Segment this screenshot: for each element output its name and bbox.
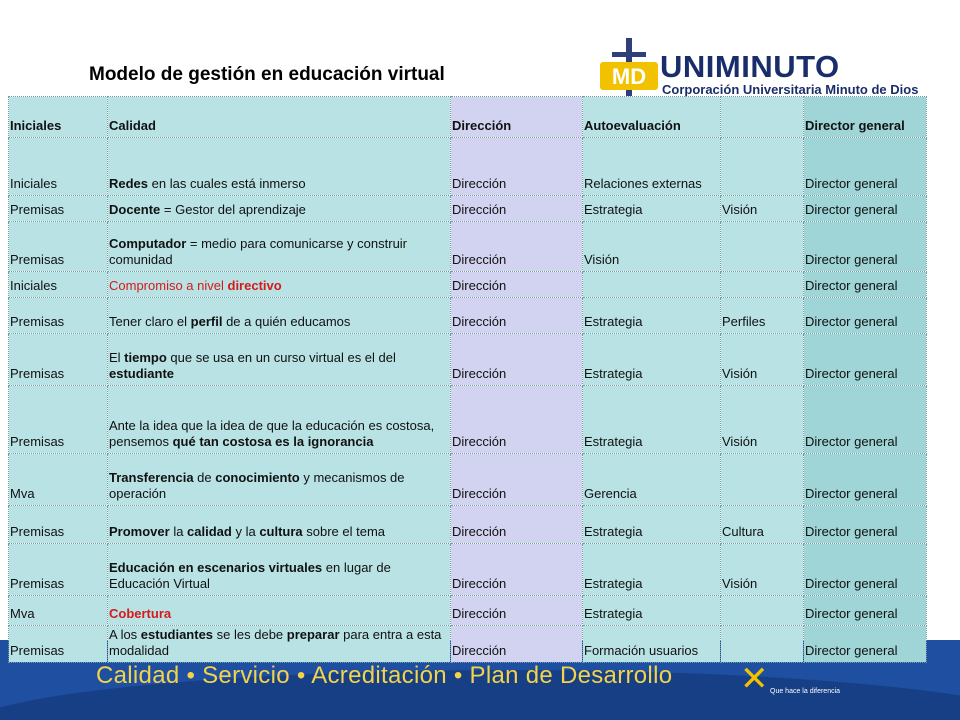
calidad-segment: se les debe: [213, 627, 287, 642]
cell-director: Director general: [804, 596, 927, 626]
cell-tipo: Premisas: [9, 196, 108, 222]
header-direccion: Dirección: [451, 97, 583, 138]
cell-director: Director general: [804, 138, 927, 196]
cell-direccion: Dirección: [451, 138, 583, 196]
cell-direccion: Dirección: [451, 222, 583, 272]
cell-director: Director general: [804, 386, 927, 454]
cell-calidad: [108, 196, 451, 222]
table-row: [9, 138, 927, 196]
university-logo: [598, 36, 930, 100]
page-title: Modelo de gestión en educación virtual: [89, 64, 445, 85]
calidad-segment: para entra a esta modalidad: [109, 627, 442, 658]
cell-director: Director general: [804, 454, 927, 506]
cell-tema: [721, 626, 804, 663]
cell-tema: [721, 596, 804, 626]
cell-autoevaluacion: Estrategia: [583, 334, 721, 386]
cell-tema: [721, 222, 804, 272]
cell-calidad: [108, 506, 451, 544]
cell-autoevaluacion: Formación usuarios: [583, 626, 721, 663]
cell-tema: Visión: [721, 386, 804, 454]
cell-tema: Cultura: [721, 506, 804, 544]
cell-autoevaluacion: Estrategia: [583, 596, 721, 626]
table-row: [9, 272, 927, 298]
cell-direccion: Dirección: [451, 272, 583, 298]
cell-autoevaluacion: Estrategia: [583, 506, 721, 544]
cell-director: Director general: [804, 334, 927, 386]
calidad-segment: y la: [231, 524, 260, 539]
cell-director: Director general: [804, 506, 927, 544]
calidad-segment: Redes: [109, 176, 149, 191]
cell-autoevaluacion: [583, 272, 721, 298]
cell-tema: Visión: [721, 544, 804, 596]
management-model-table: [8, 96, 927, 663]
calidad-segment: El: [109, 350, 125, 365]
cell-tema: [721, 272, 804, 298]
cell-tema: Visión: [721, 196, 804, 222]
table-row: [9, 454, 927, 506]
calidad-segment: y mecanismos de operación: [109, 470, 405, 501]
cell-tipo: Iniciales: [9, 138, 108, 196]
cell-direccion: Dirección: [451, 334, 583, 386]
calidad-segment: que se usa en un curso virtual es el del: [166, 350, 396, 365]
cell-tipo: Mva: [9, 596, 108, 626]
calidad-segment: sobre el tema: [302, 524, 386, 539]
calidad-segment: de a quién educamos: [222, 314, 351, 329]
cell-tipo: Premisas: [9, 506, 108, 544]
calidad-segment: Promover: [109, 524, 170, 539]
md-cross-icon: [600, 38, 660, 100]
cell-tema: [721, 138, 804, 196]
calidad-segment: conocimiento: [215, 470, 300, 485]
cell-tipo: Premisas: [9, 626, 108, 663]
header-calidad: Calidad: [108, 97, 451, 138]
calidad-segment: Cobertura: [109, 606, 172, 621]
cell-director: Director general: [804, 272, 927, 298]
cell-direccion: Dirección: [451, 626, 583, 663]
header-autoevaluacion: Autoevaluación: [583, 97, 721, 138]
table-row: [9, 196, 927, 222]
cell-calidad: [108, 626, 451, 663]
calidad-segment: tiempo: [124, 350, 167, 365]
header-director-general: Director general: [804, 97, 927, 138]
cell-calidad: [108, 138, 451, 196]
cell-tema: Perfiles: [721, 298, 804, 334]
cell-calidad: [108, 334, 451, 386]
table-row: [9, 626, 927, 663]
cell-tipo: Mva: [9, 454, 108, 506]
table-row: [9, 334, 927, 386]
cell-tema: Visión: [721, 334, 804, 386]
calidad-segment: Transferencia: [109, 470, 194, 485]
calidad-segment: A los: [109, 627, 141, 642]
header-iniciales: Iniciales: [9, 97, 108, 138]
calidad-segment: perfil: [190, 314, 223, 329]
cell-autoevaluacion: Gerencia: [583, 454, 721, 506]
table-row: [9, 298, 927, 334]
cell-autoevaluacion: Visión: [583, 222, 721, 272]
cell-calidad: [108, 454, 451, 506]
calidad-segment: Computador: [109, 236, 187, 251]
cell-direccion: Dirección: [451, 454, 583, 506]
cell-direccion: Dirección: [451, 544, 583, 596]
calidad-segment: Compromiso a nivel: [109, 278, 228, 293]
logo-subtitle: Corporación Universitaria Minuto de Dios: [662, 82, 919, 97]
cell-tipo: Iniciales: [9, 272, 108, 298]
calidad-segment: Educación en escenarios virtuales: [109, 560, 323, 575]
calidad-segment: = medio para comunicarse y construir comunidad: [109, 236, 408, 267]
cell-direccion: Dirección: [451, 506, 583, 544]
cell-calidad: [108, 544, 451, 596]
cell-tema: [721, 454, 804, 506]
calidad-segment: en las cuales está inmerso: [148, 176, 306, 191]
cell-director: Director general: [804, 298, 927, 334]
cell-director: Director general: [804, 626, 927, 663]
calidad-segment: Docente: [109, 202, 161, 217]
cell-autoevaluacion: Estrategia: [583, 544, 721, 596]
cell-director: Director general: [804, 222, 927, 272]
cell-direccion: Dirección: [451, 196, 583, 222]
cell-autoevaluacion: Estrategia: [583, 298, 721, 334]
cell-calidad: [108, 272, 451, 298]
cell-autoevaluacion: Estrategia: [583, 196, 721, 222]
calidad-segment: preparar: [286, 627, 340, 642]
cell-calidad: [108, 596, 451, 626]
calidad-segment: estudiantes: [140, 627, 214, 642]
cell-calidad: [108, 386, 451, 454]
x-mark-icon: ✕: [740, 660, 769, 698]
calidad-segment: de: [193, 470, 216, 485]
cell-tipo: Premisas: [9, 298, 108, 334]
cell-direccion: Dirección: [451, 596, 583, 626]
cell-autoevaluacion: Estrategia: [583, 386, 721, 454]
cell-calidad: [108, 298, 451, 334]
calidad-segment: Tener claro el: [109, 314, 191, 329]
cell-calidad: [108, 222, 451, 272]
cell-tipo: Premisas: [9, 334, 108, 386]
cell-director: Director general: [804, 544, 927, 596]
table-row: [9, 506, 927, 544]
table-row: [9, 386, 927, 454]
table-row: [9, 544, 927, 596]
calidad-segment: directivo: [227, 278, 282, 293]
cell-tipo: Premisas: [9, 544, 108, 596]
calidad-segment: cultura: [259, 524, 303, 539]
calidad-segment: estudiante: [109, 366, 175, 381]
logo-mark-text: MD: [611, 64, 647, 89]
footer-brand-logo: [740, 660, 855, 700]
calidad-segment: en lugar de Educación Virtual: [109, 560, 391, 591]
footer-slogan: Calidad • Servicio • Acreditación • Plan de Desarrollo: [96, 662, 673, 689]
logo-name: UNIMINUTO: [660, 49, 840, 84]
calidad-segment: calidad: [187, 524, 232, 539]
calidad-segment: la: [169, 524, 188, 539]
cell-direccion: Dirección: [451, 298, 583, 334]
calidad-segment: = Gestor del aprendizaje: [160, 202, 306, 217]
cell-director: Director general: [804, 196, 927, 222]
table-header-row: [9, 97, 927, 138]
calidad-segment: qué tan costosa es la ignorancia: [172, 434, 374, 449]
table-row: [9, 596, 927, 626]
cell-tipo: Premisas: [9, 386, 108, 454]
cell-tipo: Premisas: [9, 222, 108, 272]
calidad-segment: Ante la idea que la idea de que la educación es costosa, pensemos: [109, 418, 435, 449]
cell-direccion: Dirección: [451, 386, 583, 454]
footer-tagline: Que hace la diferencia: [770, 688, 841, 695]
header-blank: [721, 97, 804, 138]
table-row: [9, 222, 927, 272]
cell-autoevaluacion: Relaciones externas: [583, 138, 721, 196]
